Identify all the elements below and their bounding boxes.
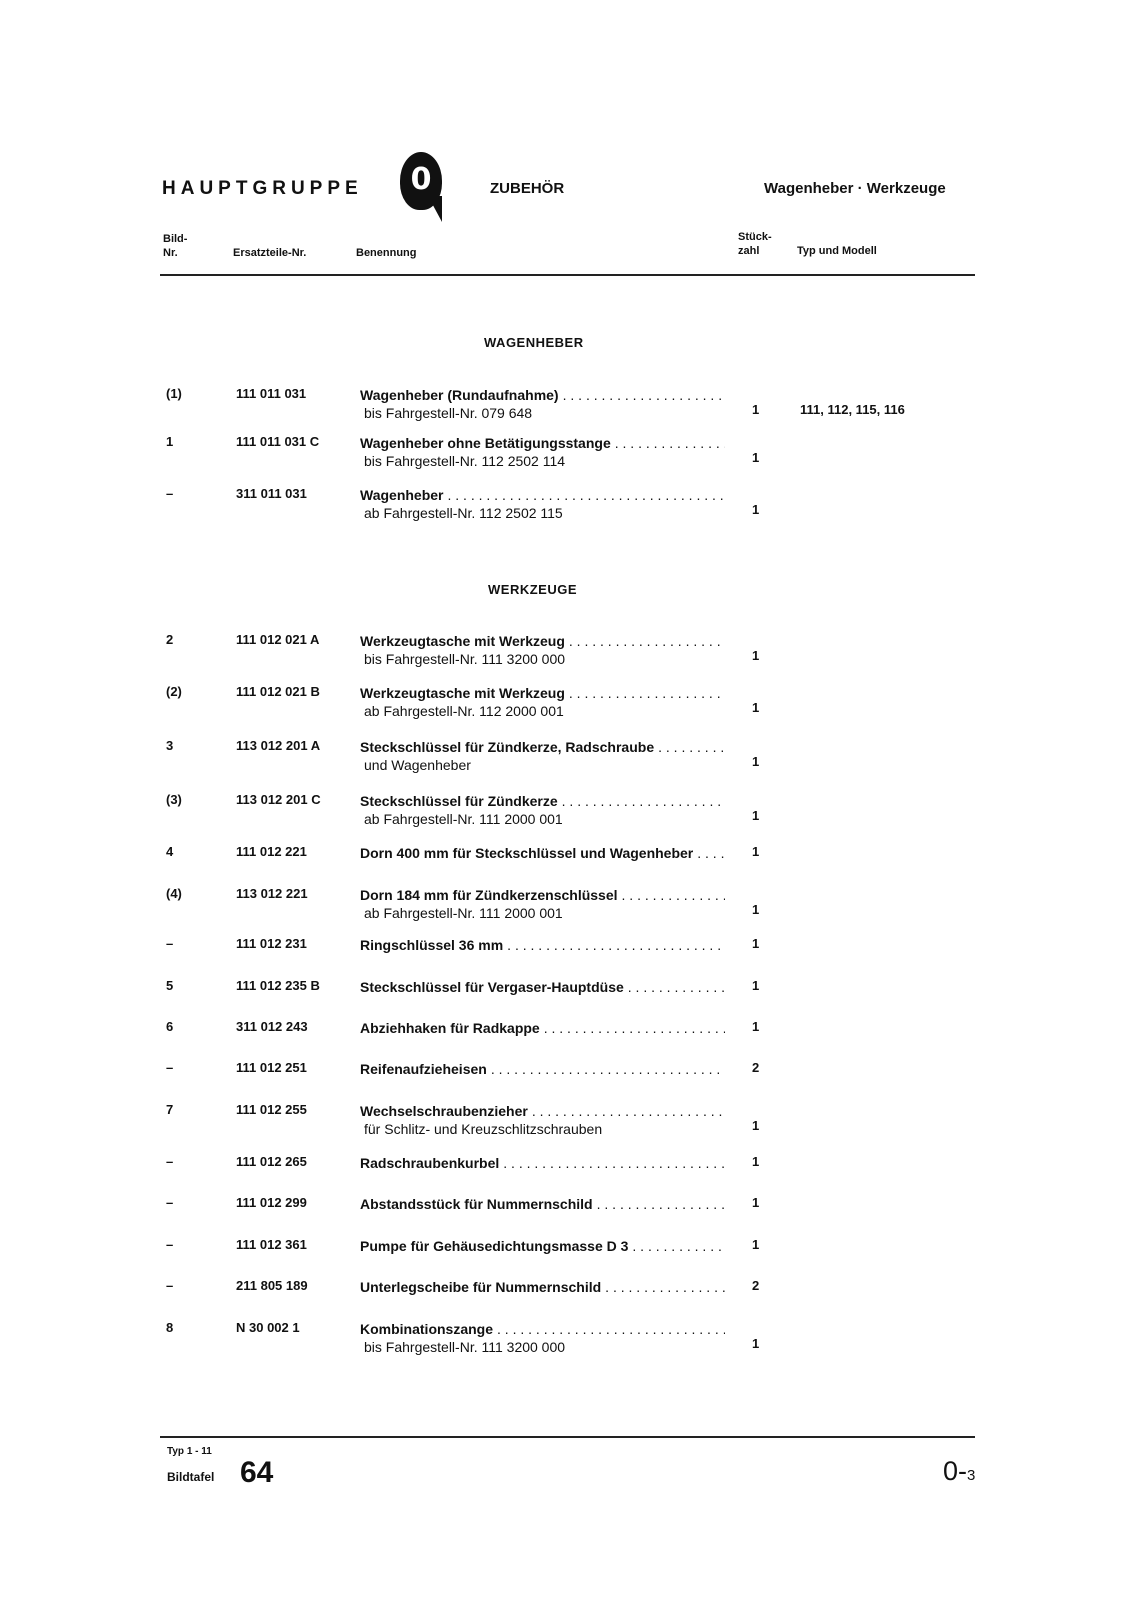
row-part-number: 111 012 361	[236, 1237, 307, 1252]
section-werkzeuge: WERKZEUGE	[488, 582, 577, 597]
group-number: 0	[410, 162, 432, 197]
col-stueck-line1: Stück-	[738, 231, 772, 243]
row-description-line1	[360, 386, 725, 404]
row-description-line2: bis Fahrgestell-Nr. 111 3200 000	[364, 1339, 566, 1355]
row-description-line1	[360, 844, 725, 862]
row-description-line2: ab Fahrgestell-Nr. 112 2000 001	[364, 703, 564, 719]
row-quantity: 1	[752, 808, 760, 823]
row-part-number: 111 012 221	[236, 844, 307, 859]
leader-dots	[632, 1237, 725, 1255]
row-part-number: 111 012 231	[236, 936, 307, 951]
row-part-number: 311 012 243	[236, 1019, 308, 1034]
row-bild-nr: 5	[166, 978, 174, 993]
row-quantity: 1	[752, 1019, 760, 1034]
row-part-number: 113 012 201 A	[236, 738, 321, 753]
row-bild-nr: 1	[166, 434, 174, 449]
row-part-number: 113 012 201 C	[236, 792, 321, 807]
leader-dots	[503, 1154, 725, 1172]
row-description-line1	[360, 1102, 725, 1120]
col-stueckzahl	[738, 230, 772, 258]
row-description	[360, 684, 725, 720]
row-description-line2: für Schlitz- und Kreuzschlitzschrauben	[364, 1121, 603, 1137]
row-quantity: 1	[752, 1336, 760, 1351]
leader-dots	[497, 1320, 725, 1338]
leader-dots	[532, 1102, 725, 1120]
row-bild-nr: 3	[166, 738, 174, 753]
row-description-line1	[360, 486, 725, 504]
row-description-line1	[360, 1019, 725, 1037]
row-part-number: 111 012 251	[236, 1060, 307, 1075]
row-quantity: 2	[752, 1060, 760, 1075]
row-bild-nr: (1)	[166, 386, 182, 401]
row-description	[360, 1102, 725, 1138]
row-description	[360, 1195, 725, 1213]
row-part-number: 311 011 031	[236, 486, 307, 501]
leader-dots	[658, 738, 725, 756]
row-description-text: Kombinationszange	[360, 1321, 494, 1337]
row-quantity: 2	[752, 1278, 760, 1293]
row-description	[360, 936, 725, 954]
row-part-number: 111 011 031 C	[236, 434, 320, 449]
row-part-number: 111 012 021 A	[236, 632, 320, 647]
row-description	[360, 434, 725, 470]
row-description-text: Radschraubenkurbel	[360, 1155, 500, 1171]
row-type-model: 111, 112, 115, 116	[800, 402, 905, 417]
leader-dots	[597, 1195, 725, 1213]
row-bild-nr: –	[166, 1237, 174, 1252]
leader-dots	[562, 792, 725, 810]
row-quantity: 1	[752, 1154, 760, 1169]
leader-dots	[569, 684, 725, 702]
row-description	[360, 1320, 725, 1356]
col-ersatzteile: Ersatzteile-Nr.	[233, 247, 307, 259]
page-ref-sub: 3	[967, 1467, 976, 1484]
row-part-number: 111 012 299	[236, 1195, 307, 1210]
row-description-line2: ab Fahrgestell-Nr. 112 2502 115	[364, 505, 563, 521]
row-bild-nr: 4	[166, 844, 174, 859]
header-rule	[160, 274, 975, 276]
row-description-text: Steckschlüssel für Zündkerze	[360, 793, 558, 809]
col-benennung: Benennung	[356, 247, 417, 259]
row-quantity: 1	[752, 502, 760, 517]
row-description-line2: ab Fahrgestell-Nr. 111 2000 001	[364, 811, 563, 827]
group-badge	[400, 152, 442, 210]
row-description-line1	[360, 1154, 725, 1172]
row-description-line1	[360, 1320, 725, 1338]
row-part-number: 113 012 221	[236, 886, 308, 901]
row-part-number: 111 012 255	[236, 1102, 307, 1117]
row-quantity: 1	[752, 978, 760, 993]
row-description-line2: ab Fahrgestell-Nr. 111 2000 001	[364, 905, 563, 921]
leader-dots	[563, 386, 725, 404]
col-typ-modell: Typ und Modell	[797, 245, 877, 257]
row-description-line1	[360, 886, 725, 904]
row-bild-nr: –	[166, 936, 174, 951]
leader-dots	[697, 844, 725, 862]
row-description-line2: bis Fahrgestell-Nr. 079 648	[364, 405, 533, 421]
row-quantity: 1	[752, 844, 760, 859]
row-bild-nr: (3)	[166, 792, 182, 807]
row-description-text: Werkzeugtasche mit Werkzeug	[360, 633, 565, 649]
footer-typ: Typ 1 - 11	[167, 1446, 212, 1457]
row-part-number: N 30 002 1	[236, 1320, 300, 1335]
row-bild-nr: (4)	[166, 886, 182, 901]
leader-dots	[544, 1019, 725, 1037]
row-bild-nr: 7	[166, 1102, 174, 1117]
row-description-line1	[360, 978, 725, 996]
row-description-line1	[360, 1278, 725, 1296]
row-bild-nr: –	[166, 486, 174, 501]
row-description-text: Werkzeugtasche mit Werkzeug	[360, 685, 565, 701]
row-description	[360, 844, 725, 862]
leader-dots	[569, 632, 725, 650]
row-description-line1	[360, 434, 725, 452]
row-description-text: Wagenheber ohne Betätigungsstange	[360, 435, 611, 451]
leader-dots	[448, 486, 726, 504]
row-description-text: Abziehhaken für Radkappe	[360, 1020, 540, 1036]
row-description-text: Abstandsstück für Nummernschild	[360, 1196, 593, 1212]
row-bild-nr: (2)	[166, 684, 182, 699]
leader-dots	[491, 1060, 725, 1078]
row-description-text: Steckschlüssel für Zündkerze, Radschraube	[360, 739, 655, 755]
row-description	[360, 1019, 725, 1037]
row-quantity: 1	[752, 902, 760, 917]
row-part-number: 111 012 021 B	[236, 684, 320, 699]
row-description	[360, 978, 725, 996]
row-bild-nr: 2	[166, 632, 174, 647]
row-bild-nr: –	[166, 1195, 174, 1210]
col-bild-nr	[163, 232, 187, 260]
row-description-line1	[360, 936, 725, 954]
row-description	[360, 386, 725, 422]
row-description	[360, 792, 725, 828]
row-description-line1	[360, 684, 725, 702]
row-description-text: Wagenheber	[360, 487, 444, 503]
row-part-number: 111 012 265	[236, 1154, 307, 1169]
row-description	[360, 632, 725, 668]
hauptgruppe-label: HAUPTGRUPPE	[162, 178, 363, 199]
row-description-text: Dorn 184 mm für Zündkerzenschlüssel	[360, 887, 618, 903]
row-description-line1	[360, 1195, 725, 1213]
row-description-text: Wechselschraubenzieher	[360, 1103, 528, 1119]
row-part-number: 111 011 031	[236, 386, 307, 401]
leader-dots	[615, 434, 725, 452]
page-subject: Wagenheber · Werkzeuge	[764, 180, 946, 197]
col-bild-line1: Bild-	[163, 233, 188, 245]
row-description-line1	[360, 1060, 725, 1078]
row-quantity: 1	[752, 936, 760, 951]
row-description-line2: und Wagenheber	[364, 757, 471, 773]
leader-dots	[605, 1278, 725, 1296]
row-description-line2: bis Fahrgestell-Nr. 111 3200 000	[364, 651, 566, 667]
row-part-number: 211 805 189	[236, 1278, 308, 1293]
row-description	[360, 1060, 725, 1078]
row-quantity: 1	[752, 754, 760, 769]
row-description	[360, 886, 725, 922]
section-wagenheber: WAGENHEBER	[484, 335, 584, 350]
row-bild-nr: –	[166, 1278, 174, 1293]
leader-dots	[622, 886, 725, 904]
group-title: ZUBEHÖR	[490, 180, 565, 197]
row-description-text: Ringschlüssel 36 mm	[360, 937, 504, 953]
row-description-text: Dorn 400 mm für Steckschlüssel und Wagenheber	[360, 845, 694, 861]
footer-rule	[160, 1436, 975, 1438]
row-bild-nr: 8	[166, 1320, 174, 1335]
row-description-text: Wagenheber (Rundaufnahme)	[360, 387, 559, 403]
row-description	[360, 1278, 725, 1296]
row-description-line1	[360, 632, 725, 650]
row-description-text: Unterlegscheibe für Nummernschild	[360, 1279, 602, 1295]
row-quantity: 1	[752, 1195, 760, 1210]
row-description-text: Steckschlüssel für Vergaser-Hauptdüse	[360, 979, 624, 995]
row-description-text: Reifenaufzieheisen	[360, 1061, 487, 1077]
row-quantity: 1	[752, 1118, 760, 1133]
row-bild-nr: 6	[166, 1019, 174, 1034]
footer-bildtafel: Bildtafel	[167, 1470, 215, 1484]
row-quantity: 1	[752, 402, 760, 417]
row-description-text: Pumpe für Gehäusedichtungsmasse D 3	[360, 1238, 629, 1254]
row-part-number: 111 012 235 B	[236, 978, 320, 993]
col-bild-line2: Nr.	[163, 247, 178, 259]
row-quantity: 1	[752, 1237, 760, 1252]
page-ref-main: 0-	[943, 1456, 968, 1486]
row-description	[360, 1154, 725, 1172]
row-description	[360, 738, 725, 774]
page-number: 64	[240, 1456, 274, 1489]
row-description-line1	[360, 1237, 725, 1255]
row-bild-nr: –	[166, 1060, 174, 1075]
page-reference	[943, 1456, 975, 1487]
leader-dots	[628, 978, 725, 996]
row-description	[360, 486, 725, 522]
leader-dots	[507, 936, 725, 954]
row-quantity: 1	[752, 648, 760, 663]
col-stueck-line2: zahl	[738, 245, 760, 257]
row-description-line2: bis Fahrgestell-Nr. 112 2502 114	[364, 453, 566, 469]
row-bild-nr: –	[166, 1154, 174, 1169]
row-description-line1	[360, 792, 725, 810]
row-quantity: 1	[752, 700, 760, 715]
row-quantity: 1	[752, 450, 760, 465]
row-description-line1	[360, 738, 725, 756]
row-description	[360, 1237, 725, 1255]
